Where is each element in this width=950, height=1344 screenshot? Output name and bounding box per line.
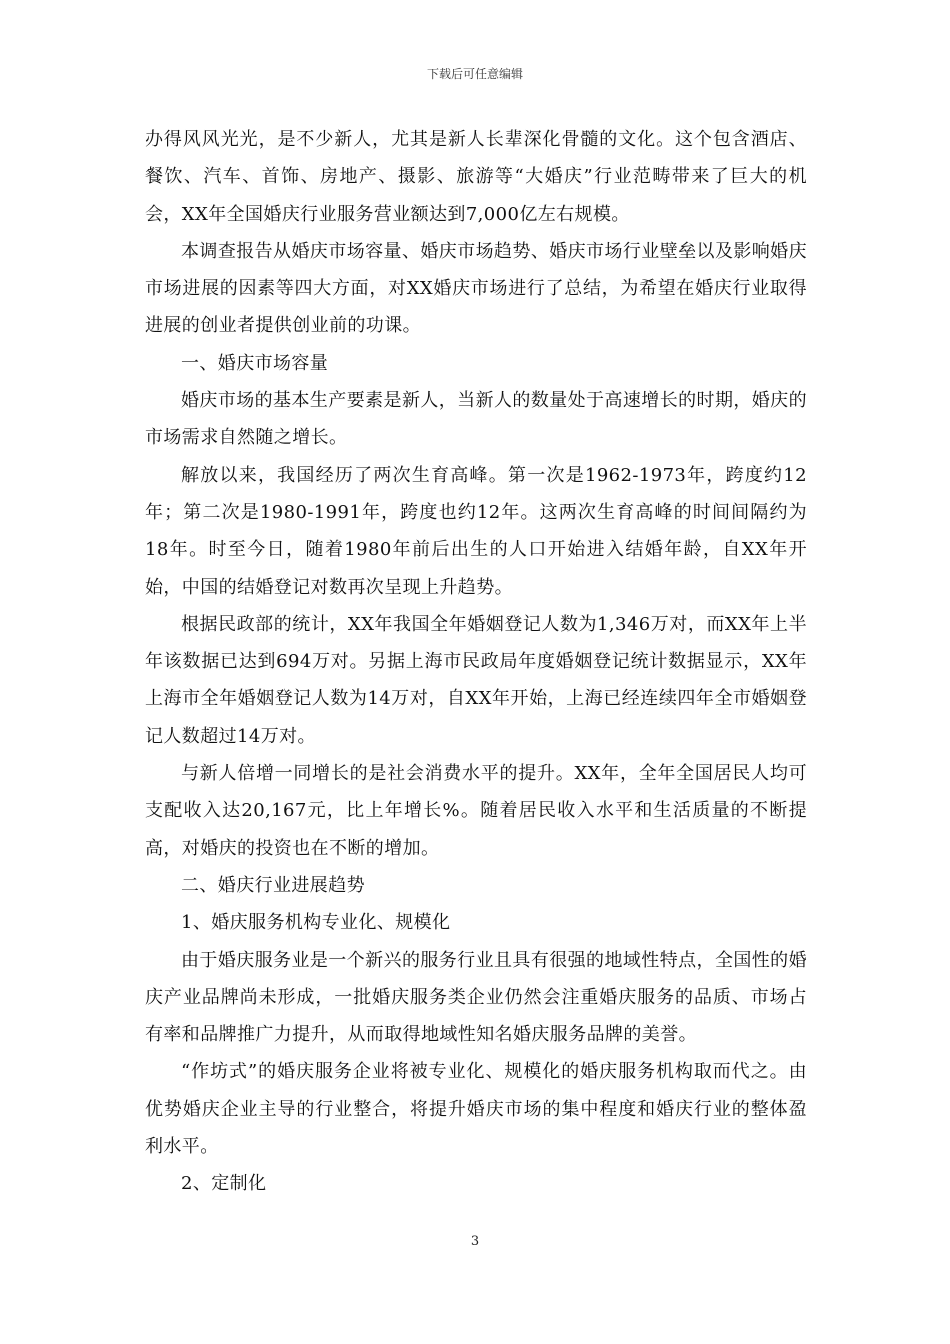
section-heading-industry-trends: 二、婚庆行业进展趋势 (181, 874, 365, 896)
paragraph-birth-peaks: 解放以来，我国经历了两次生育高峰。第一次是1962-1973年，跨度约12年；第二次是1980-1991年，跨度也约12年。这两次生育高峰的时间间隔约为18年。时至今日，随着1980年前后出生的人口开始进入结婚年龄，自XX年开始，中国的结婚登记对数再次呈现上升趋势。 (145, 464, 807, 598)
paragraph-consumption-level: 与新人倍增一同增长的是社会消费水平的提升。XX年，全年全国居民人均可支配收入达20,167元，比上年增长%。随着居民收入水平和生活质量的不断提高，对婚庆的投资也在不断的增加。 (145, 763, 807, 859)
paragraph-regional-brands: 由于婚庆服务业是一个新兴的服务行业且具有很强的地域性特点，全国性的婚庆产业品牌尚未形成，一批婚庆服务类企业仍然会注重婚庆服务的品质、市场占有率和品牌推广力提升，从而取得地域性知名婚庆服务品牌的美誉。 (145, 949, 807, 1046)
subheading-customization: 2、定制化 (181, 1173, 267, 1195)
document-body (145, 121, 807, 1203)
paragraph-continuation: 办得风风光光，是不少新人，尤其是新人长辈深化骨髓的文化。这个包含酒店、餐饮、汽车、首饰、房地产、摄影、旅游等“大婚庆”行业范畴带来了巨大的机会，XX年全国婚庆行业服务营业额达到7,000亿左右规模。 (145, 129, 807, 225)
subheading-specialization: 1、婚庆服务机构专业化、规模化 (181, 912, 451, 934)
paragraph-marriage-statistics: 根据民政部的统计，XX年我国全年婚姻登记人数为1,346万对，而XX年上半年该数据已达到694万对。另据上海市民政局年度婚姻登记统计数据显示，XX年上海市全年婚姻登记人数为14万对，自XX年开始，上海已经连续四年全市婚姻登记人数超过14万对。 (145, 613, 807, 747)
paragraph-industry-integration: “作坊式”的婚庆服务企业将被专业化、规模化的婚庆服务机构取而代之。由优势婚庆企业主导的行业整合，将提升婚庆市场的集中程度和婚庆行业的整体盈利水平。 (145, 1061, 807, 1158)
page-number: 3 (470, 1234, 480, 1249)
section-heading-market-capacity: 一、婚庆市场容量 (181, 352, 329, 374)
page-header: 下载后可任意编辑 (426, 67, 523, 81)
paragraph-report-scope: 本调查报告从婚庆市场容量、婚庆市场趋势、婚庆市场行业壁垒以及影响婚庆市场进展的因素等四大方面，对XX婚庆市场进行了总结，为希望在婚庆行业取得进展的创业者提供创业前的功课。 (145, 240, 807, 337)
paragraph-newlyweds: 婚庆市场的基本生产要素是新人，当新人的数量处于高速增长的时期，婚庆的市场需求自然随之增长。 (145, 390, 807, 449)
